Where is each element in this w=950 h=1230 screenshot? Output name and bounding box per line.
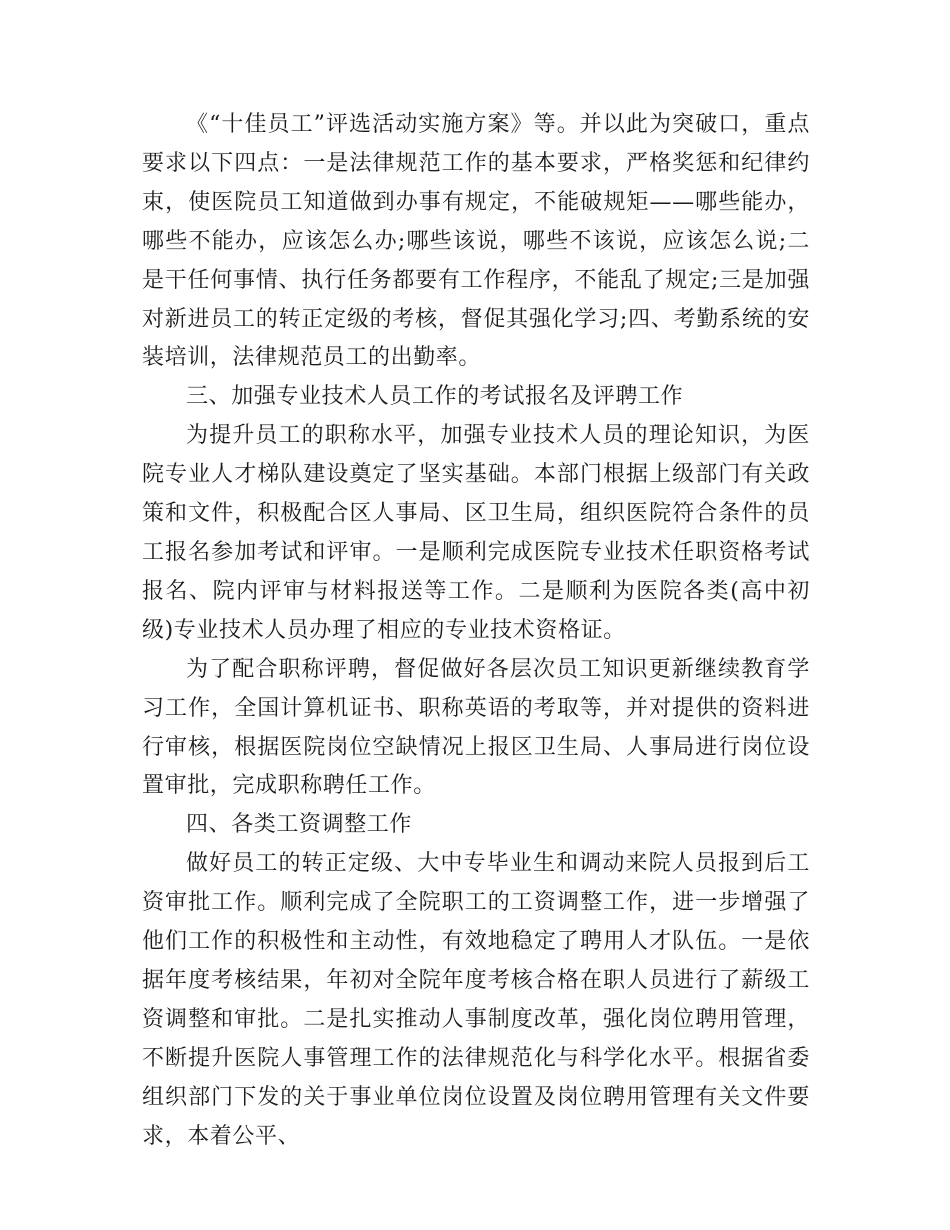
- paragraph-regulations: 《“十佳员工”评选活动实施方案》等。并以此为突破口，重点要求以下四点：一是法律规范工作的基本要求，严格奖惩和纪律约束，使医院员工知道做到办事有规定，不能破规矩——哪些能办，哪些不能办，应该怎么办;哪些该说，哪些不该说，应该怎么说;二是干任何事情、执行任务都要有工作程序，不能乱了规定;三是加强对新进员工的转正定级的考核，督促其强化学习;四、考勤系统的安装培训，法律规范员工的出勤率。: [142, 112, 810, 371]
- paragraph-salary-adjustment: 做好员工的转正定级、大中专毕业生和调动来院人员报到后工资审批工作。顺利完成了全院职工的工资调整工作，进一步增强了他们工作的积极性和主动性，有效地稳定了聘用人才队伍。一是依据年度考核结果，年初对全院年度考核合格在职人员进行了薪级工资调整和审批。二是扎实推动人事制度改革，强化岗位聘用管理，不断提升医院人事管理工作的法律规范化与科学化水平。根据省委组织部门下发的关于事业单位岗位设置及岗位聘用管理有关文件要求，本着公平、: [142, 851, 810, 1149]
- section-heading-4: 四、各类工资调整工作: [186, 812, 413, 838]
- paragraph-exam-registration: 为提升员工的职称水平，加强专业技术人员的理论知识，为医院专业人才梯队建设奠定了坚实基础。本部门根据上级部门有关政策和文件，积极配合区人事局、区卫生局，组织医院符合条件的员工报名参加考试和评审。一是顺利完成医院专业技术任职资格考试报名、院内评审与材料报送等工作。二是顺利为医院各类(高中初级)专业技术人员办理了相应的专业技术资格证。: [142, 423, 810, 643]
- document-body: [142, 106, 810, 1156]
- section-heading-3: 三、加强专业技术人员工作的考试报名及评聘工作: [186, 384, 684, 410]
- paragraph-title-appointment: 为了配合职称评聘，督促做好各层次员工知识更新继续教育学习工作，全国计算机证书、职称英语的考取等，并对提供的资料进行审核，根据医院岗位空缺情况上报区卫生局、人事局进行岗位设置审批，完成职称聘任工作。: [142, 656, 810, 799]
